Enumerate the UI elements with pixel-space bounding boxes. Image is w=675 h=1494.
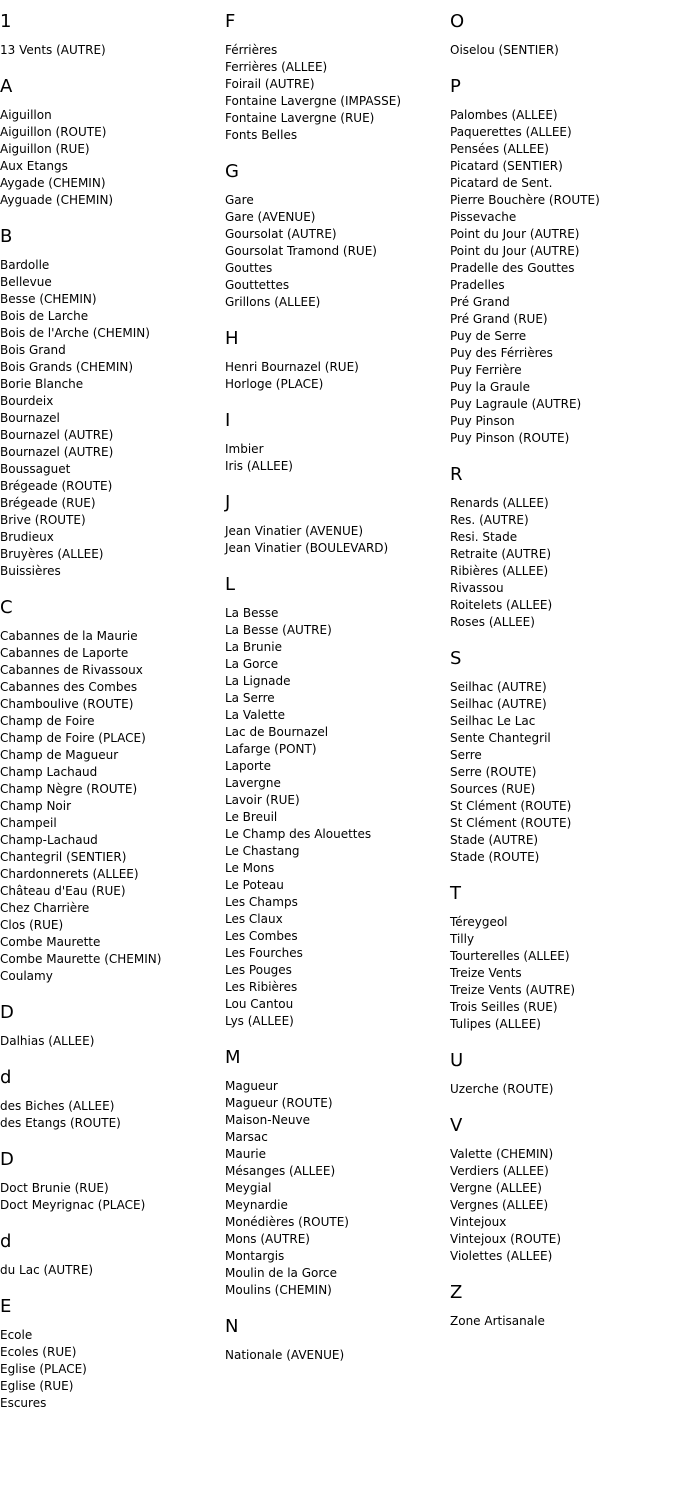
street-link[interactable]: Cabannes des Combes <box>0 680 138 694</box>
street-link[interactable]: Picatard (SENTIER) <box>450 159 563 173</box>
street-link[interactable]: Bardolle <box>0 258 50 272</box>
street-link[interactable]: Lac de Bournazel <box>225 725 329 739</box>
street-link[interactable]: Bournazel (AUTRE) <box>0 445 114 459</box>
street-link[interactable]: Meynardie <box>225 1198 288 1212</box>
street-list <box>450 495 672 631</box>
letter-section <box>0 11 222 59</box>
street-link[interactable]: Les Claux <box>225 912 283 926</box>
street-link[interactable]: Pensées (ALLEE) <box>450 142 549 156</box>
street-link[interactable]: Ribières (ALLEE) <box>450 564 549 578</box>
street-link[interactable]: Treize Vents <box>450 966 522 980</box>
street-link[interactable]: Champ de Foire <box>0 714 95 728</box>
street-link[interactable]: Cabannes de Laporte <box>0 646 129 660</box>
street-link[interactable]: Puy Pinson <box>450 414 515 428</box>
letter-heading: M <box>225 1047 241 1068</box>
street-link[interactable]: St Clément (ROUTE) <box>450 799 572 813</box>
street-list <box>450 914 672 1033</box>
street-link[interactable]: Goursolat Tramond (RUE) <box>225 244 377 258</box>
street-link[interactable]: Eglise (PLACE) <box>0 1362 87 1376</box>
street-link[interactable]: Henri Bournazel (RUE) <box>225 360 359 374</box>
street-list <box>0 1098 222 1132</box>
letter-heading: J <box>225 492 231 513</box>
letter-heading: D <box>0 1002 14 1023</box>
street-list <box>0 1180 222 1214</box>
street-list <box>0 1262 222 1279</box>
letter-section <box>225 1316 447 1364</box>
street-link[interactable]: Ayguade (CHEMIN) <box>0 193 114 207</box>
letter-section <box>0 76 222 209</box>
street-link[interactable]: La Besse <box>225 606 279 620</box>
street-link[interactable]: Le Mons <box>225 861 275 875</box>
street-link[interactable]: Stade (ROUTE) <box>450 850 540 864</box>
street-link[interactable]: Combe Maurette <box>0 935 101 949</box>
street-list <box>225 1347 447 1364</box>
street-link[interactable]: Brive (ROUTE) <box>0 513 86 527</box>
letter-section <box>225 410 447 475</box>
street-link[interactable]: Picatard de Sent. <box>450 176 553 190</box>
letter-section <box>225 492 447 557</box>
letter-heading: N <box>225 1316 239 1337</box>
street-link[interactable]: Besse (CHEMIN) <box>0 292 97 306</box>
street-link[interactable]: Rivassou <box>450 581 504 595</box>
street-link[interactable]: Imbier <box>225 442 264 456</box>
letter-section <box>225 328 447 393</box>
letter-section <box>0 1296 222 1412</box>
street-link[interactable]: Tulipes (ALLEE) <box>450 1017 541 1031</box>
street-link[interactable]: Tourterelles (ALLEE) <box>450 949 570 963</box>
street-link[interactable]: Puy des Férrières <box>450 346 553 360</box>
letter-section <box>225 1047 447 1299</box>
letter-heading: Z <box>450 1282 463 1303</box>
street-link[interactable]: Le Breuil <box>225 810 278 824</box>
street-list <box>225 42 447 144</box>
street-link[interactable]: Téreygeol <box>450 915 508 929</box>
street-link[interactable]: Eglise (RUE) <box>0 1379 74 1393</box>
street-link[interactable]: Bournazel (AUTRE) <box>0 428 114 442</box>
street-list <box>450 42 672 59</box>
street-link[interactable]: Point du Jour (AUTRE) <box>450 227 580 241</box>
street-link[interactable]: Marsac <box>225 1130 268 1144</box>
street-link[interactable]: Lys (ALLEE) <box>225 1014 294 1028</box>
street-link[interactable]: Trois Seilles (RUE) <box>450 1000 558 1014</box>
street-link[interactable]: Magueur (ROUTE) <box>225 1096 333 1110</box>
street-link[interactable]: Ecoles (RUE) <box>0 1345 77 1359</box>
street-link[interactable]: Jean Vinatier (BOULEVARD) <box>225 541 389 555</box>
letter-section <box>450 648 672 866</box>
street-link[interactable]: Bois de l'Arche (CHEMIN) <box>0 326 150 340</box>
letter-section <box>0 1231 222 1279</box>
letter-section <box>225 574 447 1030</box>
street-link[interactable]: Tilly <box>450 932 475 946</box>
street-link[interactable]: Champ-Lachaud <box>0 833 98 847</box>
street-link[interactable]: Combe Maurette (CHEMIN) <box>0 952 162 966</box>
street-link[interactable]: Champeil <box>0 816 57 830</box>
street-list <box>225 605 447 1030</box>
street-link[interactable]: Buissières <box>0 564 61 578</box>
letter-section <box>0 1149 222 1214</box>
street-link[interactable]: Mons (AUTRE) <box>225 1232 310 1246</box>
street-list <box>450 1146 672 1265</box>
letter-section <box>0 1067 222 1132</box>
letter-heading: H <box>225 328 239 349</box>
street-link[interactable]: des Etangs (ROUTE) <box>0 1116 121 1130</box>
street-link[interactable]: Gouttes <box>225 261 273 275</box>
street-link[interactable]: Puy la Graule <box>450 380 530 394</box>
street-link[interactable]: des Biches (ALLEE) <box>0 1099 115 1113</box>
street-link[interactable]: Horloge (PLACE) <box>225 377 324 391</box>
street-link[interactable]: Lafarge (PONT) <box>225 742 317 756</box>
letter-heading: d <box>0 1067 12 1088</box>
street-link[interactable]: La Brunie <box>225 640 282 654</box>
street-link[interactable]: Stade (AUTRE) <box>450 833 539 847</box>
letter-heading: G <box>225 161 239 182</box>
street-link[interactable]: Gouttettes <box>225 278 290 292</box>
street-list <box>450 1313 672 1330</box>
street-link[interactable]: Borie Blanche <box>0 377 84 391</box>
street-link[interactable]: Aygade (CHEMIN) <box>0 176 106 190</box>
street-link[interactable]: Puy Pinson (ROUTE) <box>450 431 570 445</box>
street-link[interactable]: Les Fourches <box>225 946 303 960</box>
letter-heading: O <box>450 11 465 32</box>
street-link[interactable]: Le Poteau <box>225 878 284 892</box>
street-link[interactable]: Zone Artisanale <box>450 1314 545 1328</box>
index-column-2 <box>225 11 447 1364</box>
street-link[interactable]: Bois Grand <box>0 343 66 357</box>
street-link[interactable]: Vergne (ALLEE) <box>450 1181 542 1195</box>
street-link[interactable]: Bourdeix <box>0 394 54 408</box>
letter-heading: U <box>450 1050 464 1071</box>
letter-heading: T <box>450 883 461 904</box>
street-link[interactable]: Château d'Eau (RUE) <box>0 884 126 898</box>
street-link[interactable]: La Lignade <box>225 674 291 688</box>
street-link[interactable]: Mésanges (ALLEE) <box>225 1164 336 1178</box>
street-link[interactable]: Ferrières (ALLEE) <box>225 60 328 74</box>
street-link[interactable]: Serre (ROUTE) <box>450 765 537 779</box>
street-list <box>225 1078 447 1299</box>
street-link[interactable]: 13 Vents (AUTRE) <box>0 43 106 57</box>
street-link[interactable]: Chamboulive (ROUTE) <box>0 697 134 711</box>
index-column-1 <box>0 11 222 1412</box>
street-link[interactable]: Aiguillon (RUE) <box>0 142 90 156</box>
street-link[interactable]: Clos (RUE) <box>0 918 64 932</box>
street-link[interactable]: La Besse (AUTRE) <box>225 623 332 637</box>
street-list <box>450 679 672 866</box>
street-link[interactable]: Maurie <box>225 1147 266 1161</box>
street-link[interactable]: La Valette <box>225 708 285 722</box>
street-link[interactable]: Pradelles <box>450 278 505 292</box>
street-link[interactable]: Moulin de la Gorce <box>225 1266 337 1280</box>
street-link[interactable]: Roitelets (ALLEE) <box>450 598 553 612</box>
letter-heading: S <box>450 648 462 669</box>
letter-heading: B <box>0 226 13 247</box>
street-link[interactable]: Roses (ALLEE) <box>450 615 535 629</box>
letter-section <box>450 11 672 59</box>
street-link[interactable]: Vergnes (ALLEE) <box>450 1198 549 1212</box>
letter-heading: L <box>225 574 236 595</box>
street-link[interactable]: Cabannes de la Maurie <box>0 629 138 643</box>
index-column-3 <box>450 11 672 1330</box>
letter-heading: I <box>225 410 231 431</box>
letter-heading: C <box>0 597 13 618</box>
street-list <box>225 523 447 557</box>
street-link[interactable]: Brégeade (ROUTE) <box>0 479 113 493</box>
letter-section <box>450 883 672 1033</box>
letter-section <box>450 1115 672 1265</box>
street-link[interactable]: Iris (ALLEE) <box>225 459 293 473</box>
street-link[interactable]: Aux Etangs <box>0 159 68 173</box>
street-link[interactable]: Bois Grands (CHEMIN) <box>0 360 134 374</box>
street-link[interactable]: Les Champs <box>225 895 298 909</box>
street-link[interactable]: Champ Noir <box>0 799 72 813</box>
street-link[interactable]: Maison-Neuve <box>225 1113 311 1127</box>
letter-section <box>225 161 447 311</box>
street-link[interactable]: Pradelle des Gouttes <box>450 261 575 275</box>
street-list <box>0 1033 222 1050</box>
street-link[interactable]: Seilhac (AUTRE) <box>450 680 547 694</box>
street-link[interactable]: Aiguillon <box>0 108 52 122</box>
street-link[interactable]: Uzerche (ROUTE) <box>450 1082 554 1096</box>
street-link[interactable]: Cabannes de Rivassoux <box>0 663 143 677</box>
street-link[interactable]: Champ Nègre (ROUTE) <box>0 782 138 796</box>
street-link[interactable]: Jean Vinatier (AVENUE) <box>225 524 364 538</box>
street-link[interactable]: Laporte <box>225 759 272 773</box>
street-link[interactable]: Fontaine Lavergne (IMPASSE) <box>225 94 402 108</box>
street-link[interactable]: Lou Cantou <box>225 997 294 1011</box>
letter-heading: A <box>0 76 13 97</box>
street-link[interactable]: La Gorce <box>225 657 279 671</box>
street-link[interactable]: Paquerettes (ALLEE) <box>450 125 572 139</box>
letter-section <box>0 226 222 580</box>
street-link[interactable]: Les Combes <box>225 929 298 943</box>
street-link[interactable]: Treize Vents (AUTRE) <box>450 983 576 997</box>
letter-heading: E <box>0 1296 12 1317</box>
street-link[interactable]: Chantegril (SENTIER) <box>0 850 127 864</box>
street-link[interactable]: Fontaine Lavergne (RUE) <box>225 111 375 125</box>
street-link[interactable]: Doct Brunie (RUE) <box>0 1181 109 1195</box>
street-link[interactable]: Point du Jour (AUTRE) <box>450 244 580 258</box>
street-link[interactable]: Foirail (AUTRE) <box>225 77 315 91</box>
street-link[interactable]: Vintejoux <box>450 1215 507 1229</box>
street-link[interactable]: du Lac (AUTRE) <box>0 1263 94 1277</box>
letter-section <box>450 76 672 447</box>
street-link[interactable]: Sente Chantegril <box>450 731 551 745</box>
street-link[interactable]: St Clément (ROUTE) <box>450 816 572 830</box>
street-link[interactable]: Doct Meyrignac (PLACE) <box>0 1198 146 1212</box>
street-link[interactable]: Ecole <box>0 1328 33 1342</box>
street-link[interactable]: Bois de Larche <box>0 309 89 323</box>
street-link[interactable]: Violettes (ALLEE) <box>450 1249 553 1263</box>
letter-section <box>0 597 222 985</box>
street-link[interactable]: Res. (AUTRE) <box>450 513 529 527</box>
street-link[interactable]: Champ de Magueur <box>0 748 119 762</box>
letter-section <box>450 1050 672 1098</box>
street-link[interactable]: Gare (AVENUE) <box>225 210 316 224</box>
street-link[interactable]: Retraite (AUTRE) <box>450 547 552 561</box>
letter-heading: V <box>450 1115 463 1136</box>
letter-heading: R <box>450 464 463 485</box>
street-link[interactable]: Champ Lachaud <box>0 765 98 779</box>
street-link[interactable]: Champ de Foire (PLACE) <box>0 731 146 745</box>
street-list <box>225 192 447 311</box>
street-link[interactable]: Boussaguet <box>0 462 71 476</box>
street-link[interactable]: Serre <box>450 748 482 762</box>
street-list <box>225 359 447 393</box>
street-link[interactable]: Verdiers (ALLEE) <box>450 1164 549 1178</box>
street-link[interactable]: Renards (ALLEE) <box>450 496 549 510</box>
street-link[interactable]: Coulamy <box>0 969 53 983</box>
street-link[interactable]: Pierre Bouchère (ROUTE) <box>450 193 600 207</box>
street-link[interactable]: Puy Lagraule (AUTRE) <box>450 397 582 411</box>
street-list <box>450 107 672 447</box>
street-link[interactable]: Chez Charrière <box>0 901 90 915</box>
street-link[interactable]: Férrières <box>225 43 278 57</box>
street-link[interactable]: Lavergne <box>225 776 281 790</box>
street-list <box>0 628 222 985</box>
letter-section <box>0 1002 222 1050</box>
street-link[interactable]: Fonts Belles <box>225 128 298 142</box>
letter-heading: 1 <box>0 11 12 32</box>
street-list <box>0 1327 222 1412</box>
street-link[interactable]: Nationale (AVENUE) <box>225 1348 345 1362</box>
street-link[interactable]: Seilhac Le Lac <box>450 714 536 728</box>
street-link[interactable]: Dalhias (ALLEE) <box>0 1034 95 1048</box>
street-link[interactable]: Chardonnerets (ALLEE) <box>0 867 139 881</box>
street-link[interactable]: Palombes (ALLEE) <box>450 108 558 122</box>
street-link[interactable]: Grillons (ALLEE) <box>225 295 321 309</box>
street-link[interactable]: Puy de Serre <box>450 329 527 343</box>
street-list <box>225 441 447 475</box>
street-link[interactable]: Oiselou (SENTIER) <box>450 43 559 57</box>
street-link[interactable]: Brégeade (RUE) <box>0 496 96 510</box>
street-link[interactable]: Seilhac (AUTRE) <box>450 697 547 711</box>
street-link[interactable]: Meygial <box>225 1181 272 1195</box>
street-link[interactable]: Les Pouges <box>225 963 292 977</box>
street-link[interactable]: Puy Ferrière <box>450 363 522 377</box>
street-list <box>0 257 222 580</box>
street-link[interactable]: Bellevue <box>0 275 52 289</box>
street-list <box>0 107 222 209</box>
street-list <box>450 1081 672 1098</box>
street-list <box>0 42 222 59</box>
street-link[interactable]: Montargis <box>225 1249 285 1263</box>
street-link[interactable]: Moulins (CHEMIN) <box>225 1283 332 1297</box>
street-link[interactable]: Pissevache <box>450 210 517 224</box>
street-link[interactable]: Monédières (ROUTE) <box>225 1215 349 1229</box>
street-link[interactable]: Sources (RUE) <box>450 782 536 796</box>
street-link[interactable]: Lavoir (RUE) <box>225 793 300 807</box>
street-link[interactable]: Magueur <box>225 1079 278 1093</box>
street-link[interactable]: Bournazel <box>0 411 60 425</box>
letter-section <box>450 1282 672 1330</box>
letter-heading: P <box>450 76 461 97</box>
street-link[interactable]: Bruyères (ALLEE) <box>0 547 104 561</box>
street-link[interactable]: Les Ribières <box>225 980 298 994</box>
street-link[interactable]: La Serre <box>225 691 275 705</box>
street-link[interactable]: Gare <box>225 193 254 207</box>
street-link[interactable]: Valette (CHEMIN) <box>450 1147 554 1161</box>
street-link[interactable]: Pré Grand (RUE) <box>450 312 548 326</box>
letter-section <box>225 11 447 144</box>
street-link[interactable]: Le Champ des Alouettes <box>225 827 372 841</box>
street-link[interactable]: Le Chastang <box>225 844 300 858</box>
street-link[interactable]: Resi. Stade <box>450 530 518 544</box>
letter-section <box>450 464 672 631</box>
street-link[interactable]: Vintejoux (ROUTE) <box>450 1232 562 1246</box>
street-link[interactable]: Goursolat (AUTRE) <box>225 227 337 241</box>
letter-heading: D <box>0 1149 14 1170</box>
street-link[interactable]: Escures <box>0 1396 47 1410</box>
street-link[interactable]: Pré Grand <box>450 295 510 309</box>
street-link[interactable]: Aiguillon (ROUTE) <box>0 125 107 139</box>
letter-heading: d <box>0 1231 12 1252</box>
letter-heading: F <box>225 11 236 32</box>
street-link[interactable]: Brudieux <box>0 530 54 544</box>
